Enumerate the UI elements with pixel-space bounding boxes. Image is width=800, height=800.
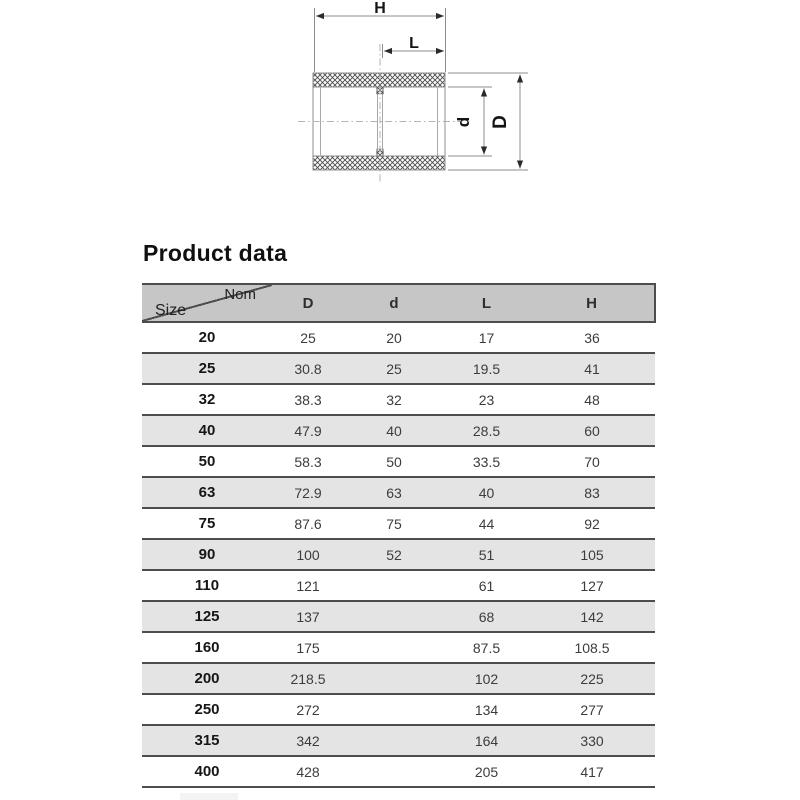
table-row	[142, 353, 655, 384]
cell-L: 28.5	[444, 415, 529, 446]
table-row	[142, 477, 655, 508]
cell-L: 19.5	[444, 353, 529, 384]
table-row	[142, 725, 655, 756]
cell-H: 36	[529, 322, 655, 353]
cell-H: 142	[529, 601, 655, 632]
cell-size: 75	[142, 508, 272, 539]
cell-D: 272	[272, 694, 344, 725]
table-row	[142, 539, 655, 570]
cell-L: 68	[444, 601, 529, 632]
corner-label-nom: Nom	[224, 286, 256, 303]
column-header-d: d	[344, 284, 444, 322]
technical-drawing	[280, 0, 560, 200]
cell-d	[344, 601, 444, 632]
cell-D: 72.9	[272, 477, 344, 508]
table-row	[142, 694, 655, 725]
cell-D: 175	[272, 632, 344, 663]
cell-L: 51	[444, 539, 529, 570]
partial-next-row	[180, 793, 238, 800]
table-row	[142, 663, 655, 694]
cell-H: 83	[529, 477, 655, 508]
dim-label-d-outer: D	[490, 115, 511, 129]
cell-H: 127	[529, 570, 655, 601]
cell-L: 205	[444, 756, 529, 787]
corner-label-size: Size	[155, 302, 187, 319]
cell-d	[344, 725, 444, 756]
table-header	[142, 284, 655, 322]
cell-L: 17	[444, 322, 529, 353]
cell-D: 25	[272, 322, 344, 353]
cell-H: 108.5	[529, 632, 655, 663]
cell-size: 90	[142, 539, 272, 570]
cell-H: 41	[529, 353, 655, 384]
cell-H: 105	[529, 539, 655, 570]
cell-size: 315	[142, 725, 272, 756]
cell-d	[344, 663, 444, 694]
table-row	[142, 415, 655, 446]
cell-L: 102	[444, 663, 529, 694]
page-title: Product data	[143, 240, 288, 266]
cell-L: 164	[444, 725, 529, 756]
cell-H: 70	[529, 446, 655, 477]
cell-L: 23	[444, 384, 529, 415]
dim-label-d-inner: d	[454, 116, 473, 128]
cell-d: 25	[344, 353, 444, 384]
cell-D: 121	[272, 570, 344, 601]
cell-size: 63	[142, 477, 272, 508]
product-data-table	[142, 283, 656, 788]
cell-size: 40	[142, 415, 272, 446]
table-row	[142, 601, 655, 632]
cell-size: 50	[142, 446, 272, 477]
cell-d	[344, 632, 444, 663]
cell-H: 417	[529, 756, 655, 787]
cell-d: 32	[344, 384, 444, 415]
cell-D: 428	[272, 756, 344, 787]
cell-L: 33.5	[444, 446, 529, 477]
table-row	[142, 508, 655, 539]
cell-size: 125	[142, 601, 272, 632]
cell-D: 100	[272, 539, 344, 570]
cell-d	[344, 570, 444, 601]
cell-size: 160	[142, 632, 272, 663]
cell-d: 63	[344, 477, 444, 508]
cell-d	[344, 694, 444, 725]
cell-H: 330	[529, 725, 655, 756]
cell-H: 92	[529, 508, 655, 539]
cell-D: 47.9	[272, 415, 344, 446]
cell-D: 87.6	[272, 508, 344, 539]
cell-size: 32	[142, 384, 272, 415]
cell-H: 48	[529, 384, 655, 415]
cell-H: 225	[529, 663, 655, 694]
cell-d: 20	[344, 322, 444, 353]
table-row	[142, 446, 655, 477]
table-row	[142, 322, 655, 353]
table-row	[142, 756, 655, 787]
corner-header-cell	[142, 284, 272, 322]
dimension-d-inner	[448, 87, 492, 156]
dim-label-h: H	[374, 0, 386, 17]
cell-H: 60	[529, 415, 655, 446]
cell-size: 110	[142, 570, 272, 601]
cell-size: 20	[142, 322, 272, 353]
table-row	[142, 632, 655, 663]
table-row	[142, 570, 655, 601]
column-header-H: H	[529, 284, 655, 322]
table-row	[142, 384, 655, 415]
cell-D: 342	[272, 725, 344, 756]
cell-d: 40	[344, 415, 444, 446]
cell-L: 44	[444, 508, 529, 539]
column-header-L: L	[444, 284, 529, 322]
cell-D: 218.5	[272, 663, 344, 694]
cell-d: 52	[344, 539, 444, 570]
cell-d: 50	[344, 446, 444, 477]
cell-L: 134	[444, 694, 529, 725]
cell-L: 40	[444, 477, 529, 508]
dimension-l	[383, 35, 445, 58]
cell-d	[344, 756, 444, 787]
cell-D: 137	[272, 601, 344, 632]
cell-size: 25	[142, 353, 272, 384]
cell-H: 277	[529, 694, 655, 725]
column-header-D: D	[272, 284, 344, 322]
cell-D: 30.8	[272, 353, 344, 384]
cell-L: 61	[444, 570, 529, 601]
cell-size: 250	[142, 694, 272, 725]
cell-D: 38.3	[272, 384, 344, 415]
cell-size: 200	[142, 663, 272, 694]
cell-D: 58.3	[272, 446, 344, 477]
cell-size: 400	[142, 756, 272, 787]
dim-label-l: L	[409, 35, 419, 52]
table-body	[142, 322, 655, 787]
cell-d: 75	[344, 508, 444, 539]
cell-L: 87.5	[444, 632, 529, 663]
